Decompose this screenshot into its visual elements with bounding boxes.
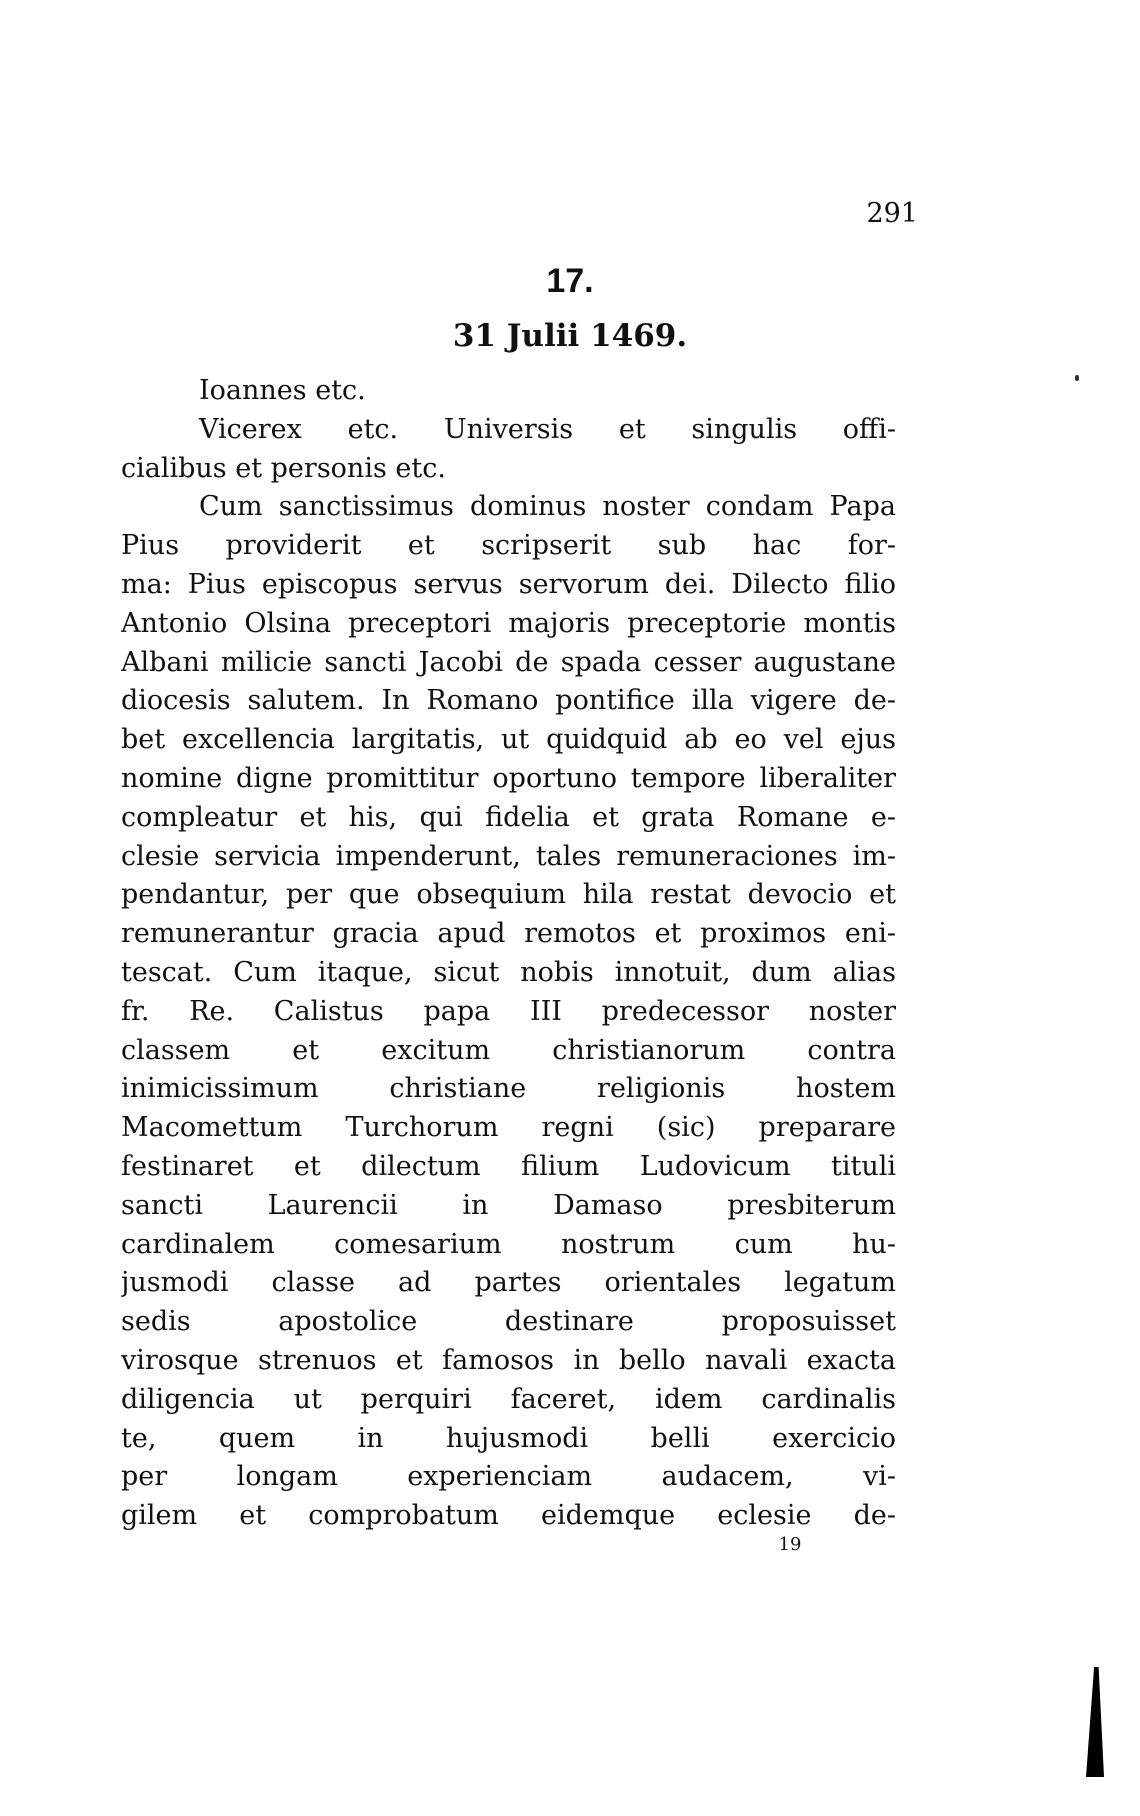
text-line: Macomettum Turchorum regni (sic) preparare (121, 1112, 896, 1144)
text-line: inimicissimum christiane religionis hostem (121, 1073, 896, 1105)
page-number: 291 (866, 198, 918, 229)
text-line: remunerantur gracia apud remotos et proximos eni- (121, 918, 896, 950)
text-line: Albani milicie sancti Jacobi de spada cesser augustane (121, 646, 896, 678)
text-line: classem et excitum christianorum contra (121, 1034, 896, 1066)
signature-mark: 19 (778, 1534, 802, 1555)
text-line: jusmodi classe ad partes orientales legatum (121, 1267, 896, 1299)
text-line: cialibus et personis etc. (121, 452, 446, 484)
text-line: Ioannes etc. (199, 375, 366, 406)
text-line: Cum sanctissimus dominus noster condam Papa (199, 491, 896, 523)
text-line: tescat. Cum itaque, sicut nobis innotuit, dum alias (121, 956, 896, 988)
text-line: nomine digne promittitur oportuno tempore liberaliter (121, 762, 896, 794)
body-text (121, 372, 896, 1536)
text-line: te, quem in hujusmodi belli exercicio (121, 1422, 896, 1454)
text-line: cardinalem comesarium nostrum cum hu- (121, 1228, 896, 1260)
text-line: per longam experienciam audacem, vi- (121, 1461, 896, 1493)
text-line: virosque strenuos et famosos in bello navali exacta (121, 1344, 896, 1376)
text-line: ma: Pius episcopus servus servorum dei. Dilecto filio (121, 568, 896, 600)
text-line: Pius providerit et scripserit sub hac for- (121, 530, 896, 562)
scan-edge-mark (1086, 1667, 1104, 1777)
text-line: Vicerex etc. Universis et singulis offi- (199, 413, 896, 445)
text-line: clesie servicia impenderunt, tales remuneraciones im- (121, 840, 896, 872)
text-line: festinaret et dilectum filium Ludovicum tituli (121, 1150, 896, 1182)
document-date: 31 Julii 1469. (452, 318, 688, 354)
text-line: bet excellencia largitatis, ut quidquid ab eo vel ejus (121, 724, 896, 756)
text-line: compleatur et his, qui fidelia et grata Romane e- (121, 801, 896, 833)
margin-speck (1075, 375, 1079, 381)
document-number: 17. (546, 262, 594, 300)
text-line: diligencia ut perquiri faceret, idem cardinalis (121, 1383, 896, 1415)
text-line: sedis apostolice destinare proposuisset (121, 1306, 896, 1338)
text-line: diocesis salutem. In Romano pontifice illa vigere de- (121, 685, 896, 717)
text-line: gilem et comprobatum eidemque eclesie de- (121, 1500, 896, 1532)
text-line: pendantur, per que obsequium hila restat devocio et (121, 879, 896, 911)
text-line: fr. Re. Calistus papa III predecessor noster (121, 995, 896, 1027)
text-line: sancti Laurencii in Damaso presbiterum (121, 1189, 896, 1221)
text-line: Antonio Olsina preceptori majoris preceptorie montis (121, 607, 896, 639)
